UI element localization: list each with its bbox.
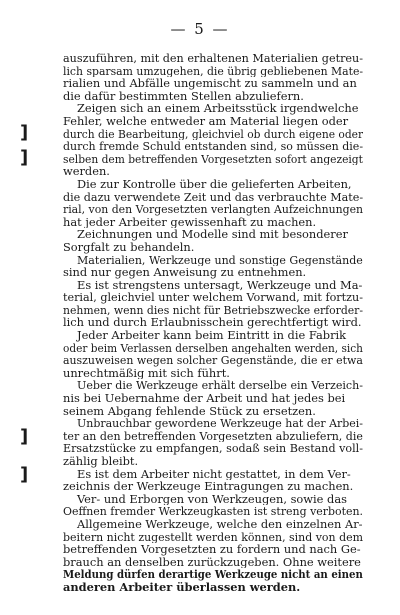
margin-bracket-mark: ] [20, 122, 29, 143]
text-line: Ueber die Werkzeuge erhält derselbe ein Verzeich- [77, 379, 363, 393]
text-line: Die zur Kontrolle über die gelieferten Arbeiten, [77, 177, 352, 191]
text-line: unrechtmäßig mit sich führt. [63, 366, 230, 380]
text-line: durch die Bearbeitung, gleichviel ob durch eigene oder [63, 127, 363, 141]
text-line: auszuweisen wegen solcher Gegenstände, die er etwa [63, 354, 363, 367]
text-line: lich und durch Erlaubnisschein gerechtfertigt wird. [63, 316, 362, 330]
text-line: ter an den betreffenden Vorgesetzten abzuliefern, die [63, 429, 363, 443]
text-line: anderen Arbeiter überlassen werden. [63, 580, 301, 594]
text-line: sind nur gegen Anweisung zu entnehmen. [63, 266, 307, 279]
text-line: die dafür bestimmten Stellen abzuliefern. [63, 89, 304, 103]
text-line: brauch an denselben zurückzugeben. Ohne weitere [63, 555, 361, 569]
text-line: nehmen, wenn dies nicht für Betriebszwecke erforder- [63, 303, 363, 317]
text-line: Materialien, Werkzeuge und sonstige Gegenstände [77, 253, 363, 267]
text-line: die dazu verwendete Zeit und das verbrauchte Mate- [63, 190, 363, 204]
text-line: durch fremde Schuld entstanden sind, so müssen die- [63, 140, 363, 153]
margin-bracket-mark: ] [20, 464, 29, 485]
text-line: seinem Abgang fehlende Stück zu ersetzen. [63, 404, 316, 418]
text-line: Sorgfalt zu behandeln. [63, 240, 195, 254]
text-line: beitern nicht zugestellt werden können, sind von dem [63, 530, 363, 544]
page-number: — 5 — [170, 20, 230, 38]
text-line: Es ist dem Arbeiter nicht gestattet, in dem Ver- [77, 467, 351, 481]
text-line: nis bei Uebernahme der Arbeit und hat jedes bei [63, 392, 346, 405]
text-line: rialien und Abfälle ungemischt zu sammeln und an [63, 77, 357, 90]
text-line: Oeffnen fremder Werkzeugkasten ist streng verboten. [63, 505, 363, 518]
text-line: terial, gleichviel unter welchem Vorwand, mit fortzu- [63, 291, 363, 304]
text-line: betreffenden Vorgesetzten zu fordern und nach Ge- [63, 543, 361, 556]
text-line: werden. [63, 165, 110, 178]
text-line: Jeder Arbeiter kann beim Eintritt in die Fabrik [77, 329, 347, 342]
margin-bracket-mark: ] [20, 426, 29, 447]
text-line: Zeigen sich an einem Arbeitsstück irgendwelche [77, 102, 359, 115]
text-line: Zeichnungen und Modelle sind mit besonderer [77, 228, 348, 241]
text-line: hat jeder Arbeiter gewissenhaft zu machen. [63, 215, 317, 229]
text-line: zeichnis der Werkzeuge Eintragungen zu machen. [63, 480, 354, 493]
text-line: Allgemeine Werkzeuge, welche den einzelnen Ar- [77, 517, 363, 531]
text-line: auszuführen, mit den erhaltenen Materialien getreu- [63, 52, 363, 65]
text-line: oder beim Verlassen derselben angehalten werden, sich [63, 341, 363, 355]
text-line: Fehler, welche entweder am Material liegen oder [63, 114, 349, 128]
text-line: zählig bleibt. [63, 455, 139, 468]
margin-bracket-mark: ] [20, 147, 29, 168]
text-line: Ersatzstücke zu empfangen, sodaß sein Bestand voll- [63, 442, 363, 455]
text-line: Es ist strengstens untersagt, Werkzeuge und Ma- [77, 278, 363, 292]
text-line: Ver- und Erborgen von Werkzeugen, sowie das [77, 492, 347, 506]
document-body [63, 52, 363, 594]
text-line: selben dem betreffenden Vorgesetzten sofort angezeigt [63, 152, 363, 166]
text-line: Meldung dürfen derartige Werkzeuge nicht an einen [63, 568, 363, 581]
text-line: rial, von den Vorgesetzten verlangten Aufzeichnungen [63, 203, 363, 216]
text-line: lich sparsam umzugehen, die übrig gebliebenen Mate- [63, 64, 363, 78]
text-line: Unbrauchbar gewordene Werkzeuge hat der Arbei- [77, 417, 363, 430]
